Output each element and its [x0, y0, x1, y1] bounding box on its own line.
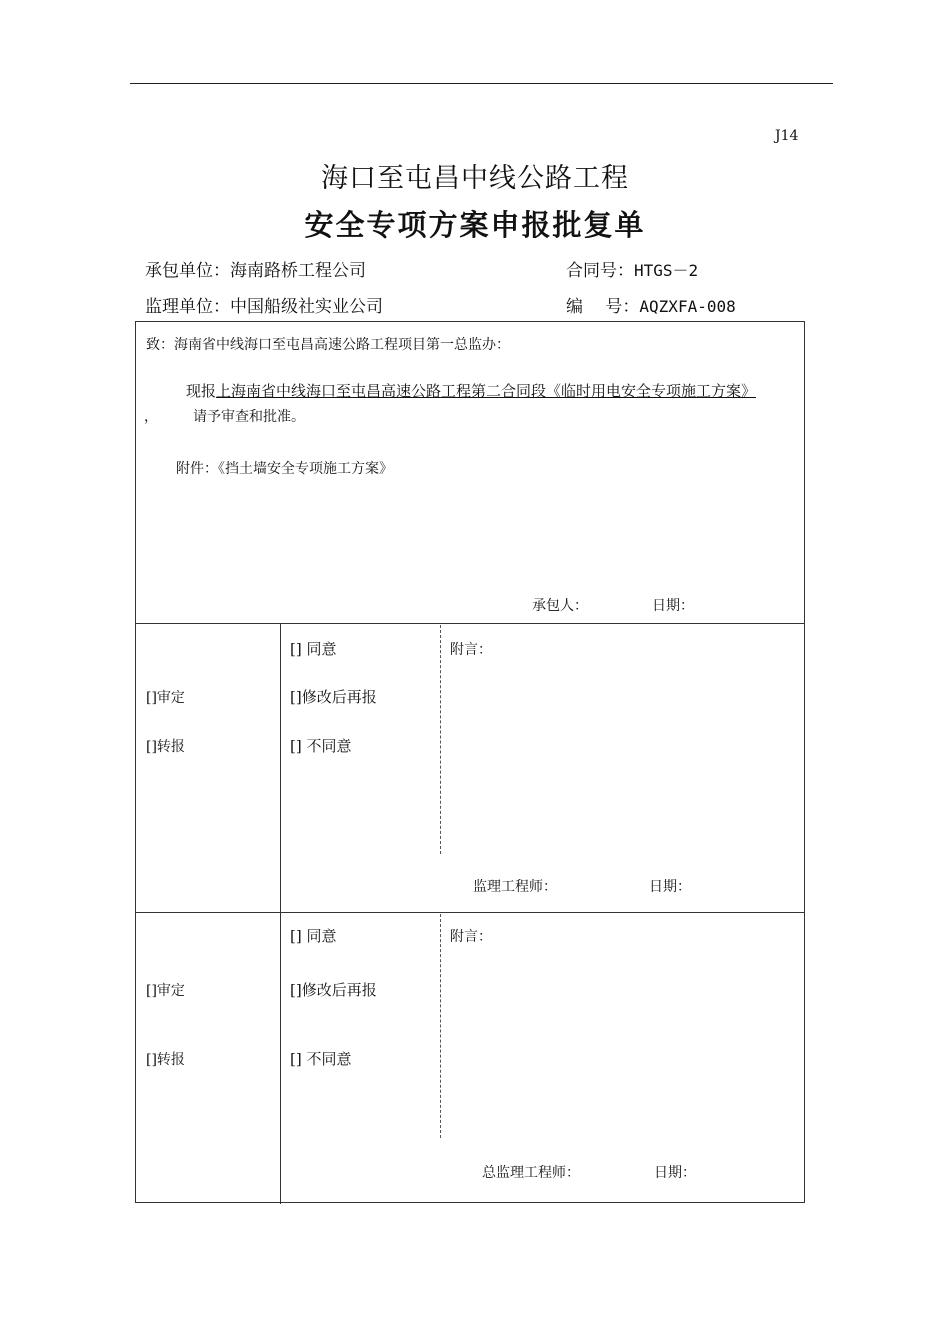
contract-no-label: 合同号： — [566, 261, 634, 281]
dash-divider-1 — [440, 625, 441, 854]
chief-option-disagree[interactable]: [] 不同意 — [290, 1050, 352, 1068]
divider-2 — [136, 912, 804, 913]
report-line — [186, 380, 756, 401]
contractor-line — [145, 256, 366, 281]
contract-no-line — [566, 256, 698, 281]
engineer-option-forward[interactable]: []转报 — [146, 739, 185, 755]
project-title: 海口至屯昌中线公路工程 — [321, 163, 629, 194]
report-prefix: 现报 — [186, 382, 217, 400]
engineer-option-disagree[interactable]: [] 不同意 — [290, 737, 352, 755]
col-divider-1 — [280, 623, 281, 912]
comma-mark: ， — [144, 409, 158, 425]
form-title: 安全专项方案申报批复单 — [304, 208, 646, 242]
chief-option-revise[interactable]: []修改后再报 — [290, 981, 377, 999]
supervisor-value: 中国船级社实业公司 — [230, 297, 383, 317]
dash-divider-2 — [440, 914, 441, 1138]
chief-option-agree[interactable]: [] 同意 — [290, 927, 337, 945]
top-rule — [130, 83, 833, 84]
number-line — [566, 292, 736, 317]
report-project: 上海南省中线海口至屯昌高速公路工程第二合同段 — [216, 382, 547, 400]
engineer-remark-label: 附言： — [450, 642, 492, 658]
chief-sign-label: 总监理工程师： — [482, 1165, 580, 1181]
contractor-label: 承包单位： — [145, 261, 230, 281]
supervisor-line — [145, 292, 383, 317]
contractor-sign-label: 承包人： — [532, 598, 588, 614]
chief-option-approve[interactable]: []审定 — [146, 983, 185, 999]
number-value: AQZXFA-008 — [639, 297, 736, 316]
engineer-option-revise[interactable]: []修改后再报 — [290, 688, 377, 706]
engineer-option-agree[interactable]: [] 同意 — [290, 640, 337, 658]
form-table — [135, 321, 805, 1203]
engineer-sign-label: 监理工程师： — [473, 879, 557, 895]
chief-option-forward[interactable]: []转报 — [146, 1052, 185, 1068]
number-label: 编 号： — [566, 297, 640, 317]
contract-no-value: HTGS－2 — [634, 261, 699, 280]
divider-1 — [136, 623, 804, 624]
report-plan-name: 《临时用电安全专项施工方案》 — [546, 382, 757, 400]
attachment-line: 附件：《挡土墙安全专项施工方案》 — [176, 461, 393, 477]
engineer-date-label: 日期： — [649, 879, 691, 895]
contractor-value: 海南路桥工程公司 — [230, 261, 366, 281]
chief-remark-label: 附言： — [450, 929, 492, 945]
engineer-option-approve[interactable]: []审定 — [146, 690, 185, 706]
chief-date-label: 日期： — [654, 1165, 696, 1181]
request-text: 请予审查和批准。 — [193, 409, 305, 425]
col-divider-2 — [280, 912, 281, 1204]
to-line: 致：海南省中线海口至屯昌高速公路工程项目第一总监办： — [146, 337, 510, 353]
supervisor-label: 监理单位： — [145, 297, 230, 317]
contractor-date-label: 日期： — [652, 598, 694, 614]
form-code: J14 — [775, 128, 799, 144]
